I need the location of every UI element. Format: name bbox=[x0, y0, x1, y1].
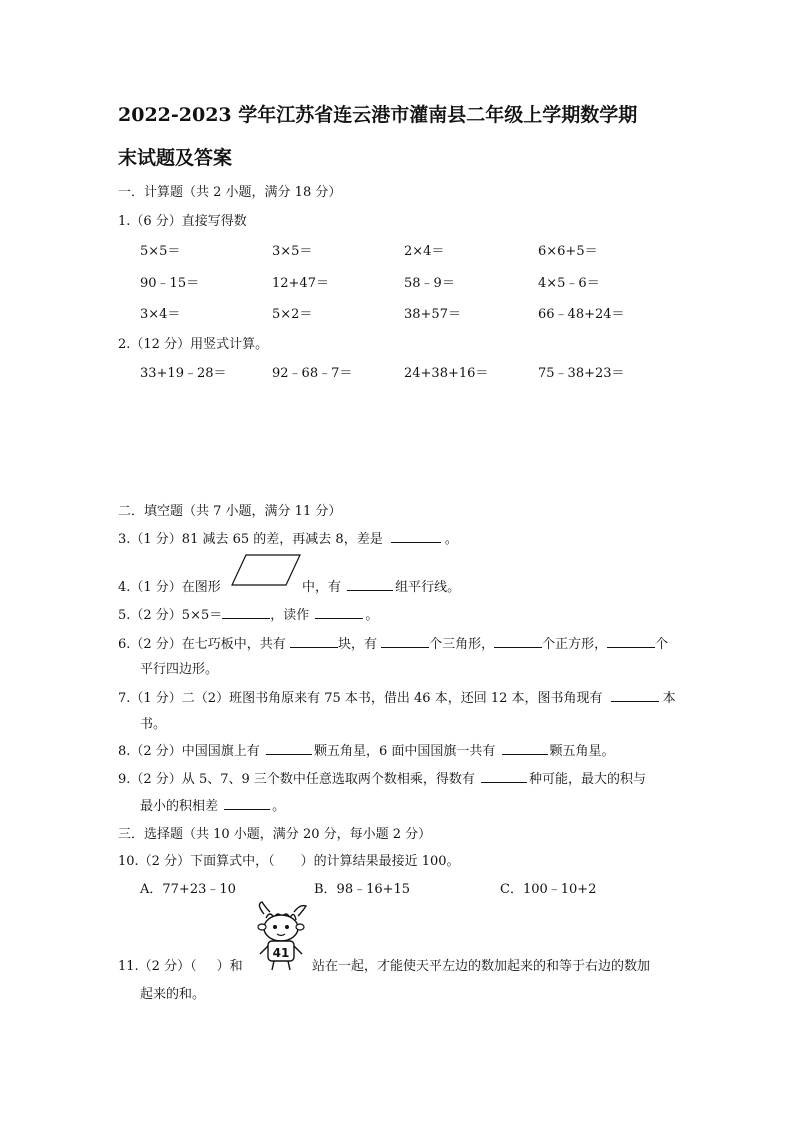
question-6-text: 6.（2 分）在七巧板中，共有 bbox=[118, 637, 286, 652]
question-4 bbox=[118, 576, 221, 595]
question-10-text: 10.（2 分）下面算式中，（ bbox=[118, 854, 275, 869]
answer-blank[interactable] bbox=[381, 633, 429, 648]
question-2-head: 2.（12 分）用竖式计算。 bbox=[118, 337, 269, 352]
section-heading-calculation: 一．计算题（共 2 小题，满分 18 分） bbox=[118, 185, 342, 200]
q1-item: 38+57＝ bbox=[404, 307, 461, 322]
q1-item: 6×6+5＝ bbox=[538, 244, 598, 259]
question-6-cont: 平行四边形。 bbox=[140, 662, 219, 677]
answer-blank[interactable] bbox=[222, 604, 270, 619]
answer-blank[interactable] bbox=[266, 740, 312, 755]
answer-blank[interactable] bbox=[315, 604, 363, 619]
question-8 bbox=[118, 740, 615, 759]
question-11-text: 11.（2 分）（ bbox=[118, 959, 197, 974]
question-8-text: 8.（2 分）中国国旗上有 bbox=[118, 744, 260, 759]
q1-item: 3×4＝ bbox=[140, 307, 181, 322]
question-11 bbox=[118, 955, 243, 974]
question-6-text-c: 个三角形， bbox=[429, 637, 495, 652]
question-7-cont: 书。 bbox=[140, 717, 167, 732]
question-4-text: 4.（1 分）在图形 bbox=[118, 580, 221, 595]
answer-blank[interactable] bbox=[502, 740, 548, 755]
q1-item: 5×5＝ bbox=[140, 244, 181, 259]
question-8-text-b: 颗五角星，6 面中国国旗一共有 bbox=[313, 744, 496, 759]
question-7-text: 7.（1 分）二（2）班图书角原来有 75 本书，借出 46 本，还回 12 本，图书角现有 bbox=[118, 691, 603, 706]
question-9-text-c: 最小的积相差 bbox=[140, 799, 219, 814]
parallelogram-figure bbox=[230, 552, 302, 588]
q2-item: 24+38+16＝ bbox=[404, 366, 489, 381]
q2-item: 92﹣68﹣7＝ bbox=[272, 366, 353, 381]
page-title-line-2: 末试题及答案 bbox=[118, 147, 233, 169]
option-c[interactable]: C．100﹣10+2 bbox=[500, 882, 597, 897]
answer-blank[interactable] bbox=[481, 768, 527, 783]
q1-item: 2×4＝ bbox=[404, 244, 445, 259]
answer-blank[interactable] bbox=[611, 687, 659, 702]
answer-blank[interactable] bbox=[290, 633, 338, 648]
question-3-text: 3.（1 分）81 减去 65 的差，再减去 8，差是 bbox=[118, 532, 383, 547]
answer-blank[interactable] bbox=[391, 528, 441, 543]
question-1-head: 1.（6 分）直接写得数 bbox=[118, 214, 247, 229]
q1-item: 58﹣9＝ bbox=[404, 276, 455, 291]
question-9-text: 9.（2 分）从 5、7、9 三个数中任意选取两个数相乘，得数有 bbox=[118, 772, 475, 787]
question-6-text-e: 个 bbox=[655, 637, 669, 652]
question-4-rest bbox=[302, 576, 460, 595]
question-11-text-c: 站在一起，才能使天平左边的数加起来的和等于右边的数加 bbox=[312, 959, 651, 974]
question-9-cont bbox=[140, 795, 285, 814]
answer-blank[interactable] bbox=[347, 576, 393, 591]
question-4-text-c: 组平行线。 bbox=[395, 580, 461, 595]
question-10-text-b: ）的计算结果最接近 100。 bbox=[300, 854, 460, 869]
question-9 bbox=[118, 768, 646, 787]
question-5-text-c: 。 bbox=[365, 608, 379, 623]
q2-item: 75﹣38+23＝ bbox=[538, 366, 625, 381]
answer-blank[interactable] bbox=[607, 633, 655, 648]
question-6-text-b: 块，有 bbox=[337, 637, 377, 652]
q1-item: 12+47＝ bbox=[272, 276, 329, 291]
page-title-line-1: 2022-2023 学年江苏省连云港市灌南县二年级上学期数学期 bbox=[118, 104, 638, 126]
section-heading-fill-in: 二．填空题（共 7 小题，满分 11 分） bbox=[118, 504, 342, 519]
answer-blank[interactable] bbox=[224, 795, 270, 810]
q2-item: 33+19﹣28＝ bbox=[140, 366, 227, 381]
option-b[interactable]: B．98﹣16+15 bbox=[314, 882, 411, 897]
q1-item: 5×2＝ bbox=[272, 307, 313, 322]
q1-item: 66﹣48+24＝ bbox=[538, 307, 625, 322]
question-6 bbox=[118, 633, 668, 652]
cartoon-character-figure bbox=[250, 900, 312, 972]
answer-blank[interactable] bbox=[494, 633, 542, 648]
question-11-text-b: ）和 bbox=[216, 959, 243, 974]
question-9-text-d: 。 bbox=[272, 799, 286, 814]
question-3-end: 。 bbox=[444, 532, 458, 547]
question-5-text-b: ，读作 bbox=[270, 608, 310, 623]
q1-item: 4×5﹣6＝ bbox=[538, 276, 600, 291]
q1-item: 3×5＝ bbox=[272, 244, 313, 259]
question-3 bbox=[118, 528, 458, 547]
section-heading-multiple-choice: 三．选择题（共 10 小题，满分 20 分，每小题 2 分） bbox=[118, 827, 432, 842]
question-5-text: 5.（2 分）5×5＝ bbox=[118, 608, 223, 623]
question-4-text-b: 中，有 bbox=[302, 580, 342, 595]
question-11-cont: 起来的和。 bbox=[140, 987, 206, 1002]
figure-number-label: 41 bbox=[272, 946, 290, 960]
question-5 bbox=[118, 604, 378, 623]
question-7-text-b: 本 bbox=[662, 691, 676, 706]
question-6-text-d: 个正方形， bbox=[542, 637, 608, 652]
question-10 bbox=[118, 850, 460, 869]
option-a[interactable]: A．77+23﹣10 bbox=[140, 882, 236, 897]
q1-item: 90﹣15＝ bbox=[140, 276, 200, 291]
question-9-text-b: 种可能，最大的积与 bbox=[529, 772, 647, 787]
question-8-text-c: 颗五角星。 bbox=[549, 744, 615, 759]
question-7 bbox=[118, 687, 676, 706]
